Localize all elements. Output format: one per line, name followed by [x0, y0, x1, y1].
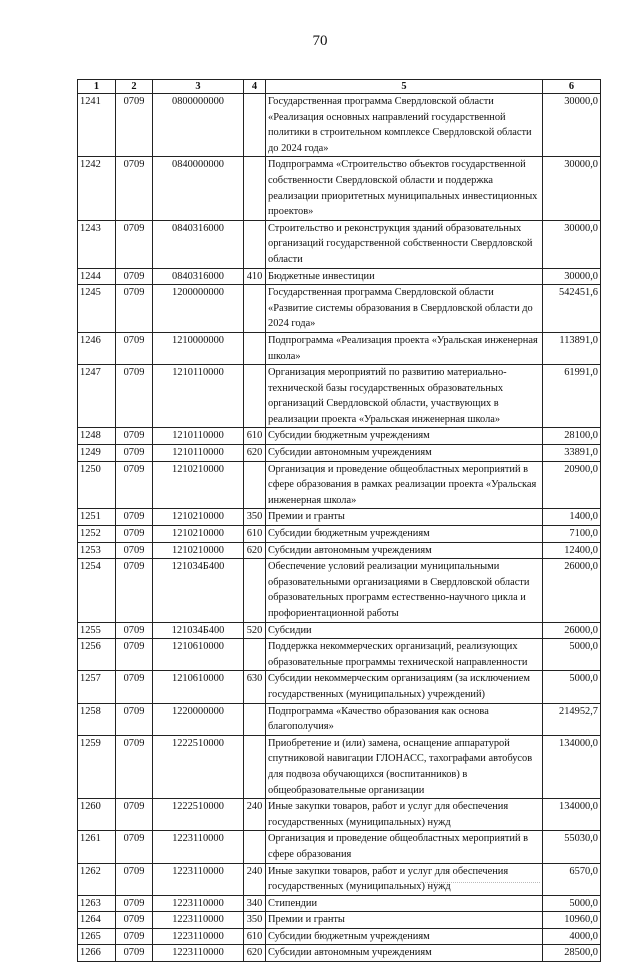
- amount: 30000,0: [543, 157, 601, 220]
- item-name: Подпрограмма «Реализация проекта «Уральская инженерная школа»: [266, 332, 543, 364]
- table-row: [78, 863, 601, 895]
- target-article-code: 0840316000: [153, 220, 244, 268]
- amount: 30000,0: [543, 220, 601, 268]
- table-row: [78, 559, 601, 622]
- row-number: 1246: [78, 332, 116, 364]
- expense-type-code: [244, 157, 266, 220]
- item-name: Подпрограмма «Качество образования как основа благополучия»: [266, 703, 543, 735]
- table-row: [78, 445, 601, 462]
- table-row: [78, 268, 601, 285]
- target-article-code: 1220000000: [153, 703, 244, 735]
- table-row: [78, 671, 601, 703]
- row-number: 1259: [78, 735, 116, 798]
- table-row: [78, 332, 601, 364]
- target-article-code: 121034Б400: [153, 622, 244, 639]
- item-name: Организация и проведение общеобластных мероприятий в сфере образования: [266, 831, 543, 863]
- table-row: [78, 639, 601, 671]
- item-name: Премии и гранты: [266, 509, 543, 526]
- table-row: [78, 542, 601, 559]
- table-row: [78, 895, 601, 912]
- amount: 28500,0: [543, 945, 601, 962]
- expense-type-code: [244, 559, 266, 622]
- section-code: 0709: [116, 445, 153, 462]
- amount: 5000,0: [543, 639, 601, 671]
- expense-type-code: 340: [244, 895, 266, 912]
- page-number: 70: [312, 33, 328, 49]
- amount: 30000,0: [543, 94, 601, 157]
- section-code: 0709: [116, 220, 153, 268]
- section-code: 0709: [116, 735, 153, 798]
- section-code: 0709: [116, 332, 153, 364]
- row-number: 1266: [78, 945, 116, 962]
- section-code: 0709: [116, 928, 153, 945]
- section-code: 0709: [116, 428, 153, 445]
- expense-type-code: [244, 703, 266, 735]
- table-row: [78, 285, 601, 333]
- header-col-6: 6: [543, 80, 601, 94]
- section-code: 0709: [116, 671, 153, 703]
- amount: 20900,0: [543, 461, 601, 509]
- item-name: Поддержка некоммерческих организаций, реализующих образовательные программы технической направленности: [266, 639, 543, 671]
- amount: 33891,0: [543, 445, 601, 462]
- table-row: [78, 912, 601, 929]
- section-code: 0709: [116, 622, 153, 639]
- item-name: Субсидии: [266, 622, 543, 639]
- amount: 214952,7: [543, 703, 601, 735]
- table-header: [78, 80, 601, 94]
- item-name: Субсидии автономным учреждениям: [266, 445, 543, 462]
- expense-type-code: [244, 365, 266, 428]
- target-article-code: 1223110000: [153, 912, 244, 929]
- item-name: Организация и проведение общеобластных мероприятий в сфере образования в рамках реализации проекта «Уральская инженерная школа»: [266, 461, 543, 509]
- expense-type-code: 620: [244, 945, 266, 962]
- target-article-code: 1210210000: [153, 461, 244, 509]
- item-name: Приобретение и (или) замена, оснащение аппаратурой спутниковой навигации ГЛОНАСС, тахографами автобусов для подвоза обучающихся (воспитанников) в общеобразовательные организации: [266, 735, 543, 798]
- header-col-3: 3: [153, 80, 244, 94]
- expense-type-code: 350: [244, 509, 266, 526]
- amount: 26000,0: [543, 559, 601, 622]
- expense-type-code: 240: [244, 863, 266, 895]
- row-number: 1261: [78, 831, 116, 863]
- row-number: 1241: [78, 94, 116, 157]
- target-article-code: 1223110000: [153, 895, 244, 912]
- target-article-code: 1210610000: [153, 671, 244, 703]
- expense-type-code: 630: [244, 671, 266, 703]
- target-article-code: 1210110000: [153, 428, 244, 445]
- section-code: 0709: [116, 559, 153, 622]
- item-name: Субсидии некоммерческим организациям (за исключением государственных (муниципальных) учреждений): [266, 671, 543, 703]
- item-name: Государственная программа Свердловской области «Развитие системы образования в Свердловской области до 2024 года»: [266, 285, 543, 333]
- table-row: [78, 622, 601, 639]
- row-number: 1265: [78, 928, 116, 945]
- section-code: 0709: [116, 895, 153, 912]
- amount: 55030,0: [543, 831, 601, 863]
- table-row: [78, 461, 601, 509]
- item-name: Организация мероприятий по развитию материально-технической базы государственных образовательных организаций Свердловской области, участвующих в реализации проекта «Уральская инженерная школа»: [266, 365, 543, 428]
- section-code: 0709: [116, 831, 153, 863]
- target-article-code: 0800000000: [153, 94, 244, 157]
- section-code: 0709: [116, 639, 153, 671]
- row-number: 1252: [78, 526, 116, 543]
- section-code: 0709: [116, 526, 153, 543]
- row-number: 1243: [78, 220, 116, 268]
- row-number: 1256: [78, 639, 116, 671]
- item-name: Субсидии бюджетным учреждениям: [266, 428, 543, 445]
- amount: 7100,0: [543, 526, 601, 543]
- section-code: 0709: [116, 157, 153, 220]
- item-name: Субсидии бюджетным учреждениям: [266, 928, 543, 945]
- amount: 4000,0: [543, 928, 601, 945]
- expense-type-code: 240: [244, 799, 266, 831]
- table-body: [78, 94, 601, 962]
- row-number: 1258: [78, 703, 116, 735]
- expense-type-code: [244, 94, 266, 157]
- amount: 5000,0: [543, 671, 601, 703]
- table-row: [78, 703, 601, 735]
- expense-type-code: 350: [244, 912, 266, 929]
- target-article-code: 1223110000: [153, 831, 244, 863]
- row-number: 1263: [78, 895, 116, 912]
- section-code: 0709: [116, 799, 153, 831]
- target-article-code: 1210110000: [153, 365, 244, 428]
- table-row: [78, 220, 601, 268]
- amount: 30000,0: [543, 268, 601, 285]
- page-edge-marks: [420, 882, 540, 884]
- table-row: [78, 735, 601, 798]
- section-code: 0709: [116, 912, 153, 929]
- amount: 542451,6: [543, 285, 601, 333]
- item-name: Субсидии бюджетным учреждениям: [266, 526, 543, 543]
- amount: 134000,0: [543, 799, 601, 831]
- row-number: 1251: [78, 509, 116, 526]
- item-name: Подпрограмма «Строительство объектов государственной собственности Свердловской области и поддержка реализации приоритетных муниципальных инвестиционных проектов»: [266, 157, 543, 220]
- row-number: 1255: [78, 622, 116, 639]
- amount: 26000,0: [543, 622, 601, 639]
- header-col-2: 2: [116, 80, 153, 94]
- item-name: Бюджетные инвестиции: [266, 268, 543, 285]
- row-number: 1244: [78, 268, 116, 285]
- section-code: 0709: [116, 365, 153, 428]
- expense-type-code: [244, 831, 266, 863]
- expense-type-code: [244, 461, 266, 509]
- section-code: 0709: [116, 461, 153, 509]
- section-code: 0709: [116, 703, 153, 735]
- expense-type-code: [244, 639, 266, 671]
- amount: 113891,0: [543, 332, 601, 364]
- section-code: 0709: [116, 94, 153, 157]
- target-article-code: 1200000000: [153, 285, 244, 333]
- target-article-code: 1210210000: [153, 526, 244, 543]
- amount: 10960,0: [543, 912, 601, 929]
- target-article-code: 1223110000: [153, 863, 244, 895]
- target-article-code: 121034Б400: [153, 559, 244, 622]
- header-col-5: 5: [266, 80, 543, 94]
- section-code: 0709: [116, 945, 153, 962]
- expense-type-code: [244, 735, 266, 798]
- section-code: 0709: [116, 863, 153, 895]
- item-name: Премии и гранты: [266, 912, 543, 929]
- target-article-code: 1210110000: [153, 445, 244, 462]
- target-article-code: 1210610000: [153, 639, 244, 671]
- amount: 1400,0: [543, 509, 601, 526]
- row-number: 1264: [78, 912, 116, 929]
- item-name: Иные закупки товаров, работ и услуг для обеспечения государственных (муниципальных) нужд: [266, 799, 543, 831]
- section-code: 0709: [116, 509, 153, 526]
- target-article-code: 1210210000: [153, 542, 244, 559]
- row-number: 1257: [78, 671, 116, 703]
- item-name: Субсидии автономным учреждениям: [266, 542, 543, 559]
- amount: 6570,0: [543, 863, 601, 895]
- section-code: 0709: [116, 268, 153, 285]
- target-article-code: 0840000000: [153, 157, 244, 220]
- amount: 61991,0: [543, 365, 601, 428]
- expense-type-code: 620: [244, 542, 266, 559]
- target-article-code: 1223110000: [153, 945, 244, 962]
- header-col-4: 4: [244, 80, 266, 94]
- row-number: 1248: [78, 428, 116, 445]
- item-name: Стипендии: [266, 895, 543, 912]
- target-article-code: 1222510000: [153, 799, 244, 831]
- item-name: Государственная программа Свердловской области «Реализация основных направлений государственной политики в строительном комплексе Свердловской области до 2024 года»: [266, 94, 543, 157]
- item-name: Обеспечение условий реализации муниципальными образовательными организациями в Свердловской области образовательных программ естественно-научного цикла и профориентационной работы: [266, 559, 543, 622]
- budget-table: [77, 79, 601, 962]
- section-code: 0709: [116, 285, 153, 333]
- expense-type-code: [244, 220, 266, 268]
- row-number: 1253: [78, 542, 116, 559]
- amount: 28100,0: [543, 428, 601, 445]
- row-number: 1250: [78, 461, 116, 509]
- target-article-code: 0840316000: [153, 268, 244, 285]
- expense-type-code: 610: [244, 526, 266, 543]
- expense-type-code: 610: [244, 928, 266, 945]
- target-article-code: 1222510000: [153, 735, 244, 798]
- table-row: [78, 428, 601, 445]
- header-col-1: 1: [78, 80, 116, 94]
- item-name: Субсидии автономным учреждениям: [266, 945, 543, 962]
- expense-type-code: 520: [244, 622, 266, 639]
- row-number: 1254: [78, 559, 116, 622]
- table-row: [78, 509, 601, 526]
- table-row: [78, 799, 601, 831]
- expense-type-code: 620: [244, 445, 266, 462]
- expense-type-code: [244, 285, 266, 333]
- table-row: [78, 945, 601, 962]
- expense-type-code: 410: [244, 268, 266, 285]
- amount: 134000,0: [543, 735, 601, 798]
- row-number: 1242: [78, 157, 116, 220]
- table-row: [78, 94, 601, 157]
- item-name: Строительство и реконструкция зданий образовательных организаций государственной собственности Свердловской области: [266, 220, 543, 268]
- table-row: [78, 157, 601, 220]
- table-row: [78, 831, 601, 863]
- row-number: 1262: [78, 863, 116, 895]
- row-number: 1245: [78, 285, 116, 333]
- row-number: 1249: [78, 445, 116, 462]
- section-code: 0709: [116, 542, 153, 559]
- table-row: [78, 365, 601, 428]
- expense-type-code: 610: [244, 428, 266, 445]
- amount: 12400,0: [543, 542, 601, 559]
- amount: 5000,0: [543, 895, 601, 912]
- table-row: [78, 928, 601, 945]
- row-number: 1260: [78, 799, 116, 831]
- expense-type-code: [244, 332, 266, 364]
- row-number: 1247: [78, 365, 116, 428]
- item-name: Иные закупки товаров, работ и услуг для обеспечения государственных (муниципальных) нужд: [266, 863, 543, 895]
- target-article-code: 1210210000: [153, 509, 244, 526]
- target-article-code: 1223110000: [153, 928, 244, 945]
- table-row: [78, 526, 601, 543]
- target-article-code: 1210000000: [153, 332, 244, 364]
